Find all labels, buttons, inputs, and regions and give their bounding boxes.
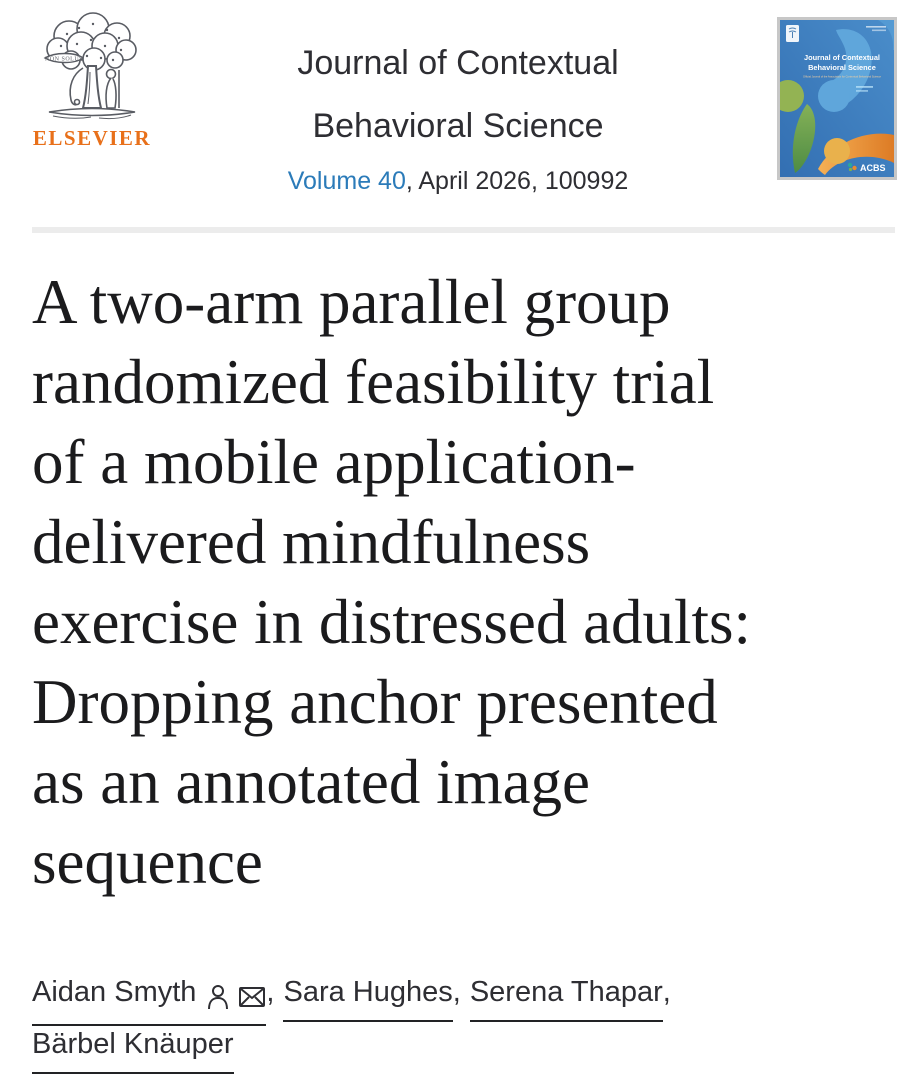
author-link-barbel-knauper[interactable] (32, 1021, 234, 1074)
author-name: Aidan Smyth (32, 976, 197, 1008)
journal-cover-thumbnail[interactable] (777, 17, 897, 180)
author-separator: , (452, 976, 461, 1008)
envelope-icon[interactable] (238, 985, 266, 1009)
elsevier-logo[interactable] (30, 12, 154, 151)
issue-info: , April 2026, 100992 (405, 167, 629, 195)
header-divider (32, 227, 895, 233)
cover-title-line1: Journal of Contextual (804, 53, 880, 62)
non-solus-motto: NON SOLUS (44, 56, 84, 63)
journal-cover-art (780, 20, 894, 177)
article-title-line: A two-arm parallel group (32, 267, 671, 337)
acbs-text: ACBS (860, 163, 886, 173)
author-separator: , (662, 976, 671, 1008)
issue-line (170, 162, 746, 200)
elsevier-tree-icon (33, 12, 151, 124)
journal-heading (170, 32, 746, 200)
journal-title-line2: Behavioral Science (312, 107, 604, 145)
article-title (32, 262, 900, 902)
elsevier-wordmark: ELSEVIER (32, 126, 152, 150)
cover-subtitle: Official Journal of the Association for Contextual Behavioral Science (803, 75, 881, 79)
author-name: Bärbel Knäuper (32, 1028, 234, 1060)
author-name: Sara Hughes (283, 976, 453, 1008)
article-title-line: of a mobile application- (32, 427, 636, 497)
volume-link[interactable]: Volume 40 (287, 167, 406, 195)
author-link-aidan-smyth[interactable] (32, 969, 266, 1026)
article-title-line: exercise in distressed adults: (32, 587, 752, 657)
person-icon[interactable] (206, 984, 230, 1010)
author-list (32, 969, 876, 1073)
article-title-line: Dropping anchor presented (32, 667, 718, 737)
article-title-line: as an annotated image (32, 747, 591, 817)
article-title-line: randomized feasibility trial (32, 347, 715, 417)
journal-title-line1: Journal of Contextual (297, 44, 619, 82)
author-separator: , (266, 976, 275, 1008)
cover-title-line2: Behavioral Science (808, 63, 876, 72)
article-title-line: sequence (32, 827, 263, 897)
author-name: Serena Thapar (469, 976, 663, 1008)
author-link-serena-thapar[interactable] (470, 969, 663, 1022)
author-link-sara-hughes[interactable] (283, 969, 452, 1022)
article-title-line: delivered mindfulness (32, 507, 591, 577)
